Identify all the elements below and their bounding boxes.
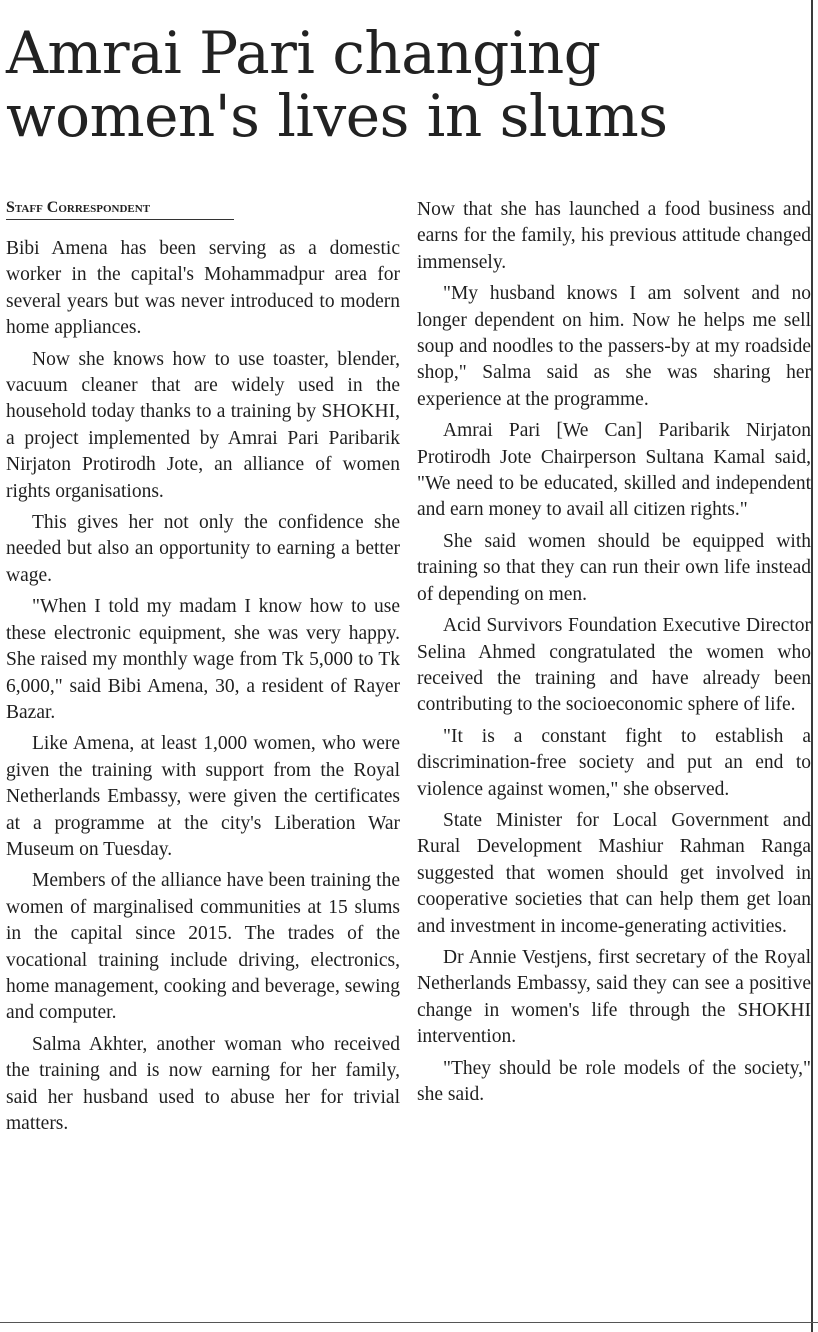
paragraph: Like Amena, at least 1,000 women, who were given the training with support from the Royal Netherlands Embassy, were given the certificates at a programme at the city's Liberation War Museum on Tuesday. [6,733,400,860]
paragraph: She said women should be equipped with training so that they can run their own life instead of depending on men. [417,530,811,605]
paragraph: Amrai Pari [We Can] Paribarik Nirjaton Protirodh Jote Chairperson Sultana Kamal said, "We need to be educated, skilled and independent and earn money to avail all citizen rights." [417,420,811,521]
paragraph: "It is a constant fight to establish a discrimination-free society and put an end to violence against women," she observed. [417,725,811,800]
paragraph: "They should be role models of the society," she said. [417,1057,811,1105]
headline-line-2: women's lives in slums [6,82,668,150]
byline [6,197,234,220]
column-right [417,197,811,1108]
paragraph: "When I told my madam I know how to use these electronic equipment, she was very happy. She raised my monthly wage from Tk 5,000 to Tk 6,000," said Bibi Amena, 30, a resident of Rayer Bazar. [6,596,400,723]
paragraph: Salma Akhter, another woman who received the training and is now earning for her family, said her husband used to abuse her for trivial matters. [6,1033,400,1134]
byline-underline [6,219,234,220]
column-rule-right [811,0,813,1332]
headline [6,19,806,150]
column-left [6,236,400,1137]
paragraph: Acid Survivors Foundation Executive Director Selina Ahmed congratulated the women who received the training and have already been contributing to the socioeconomic sphere of life. [417,615,811,716]
paragraph: Bibi Amena has been serving as a domestic worker in the capital's Mohammadpur area for several years but was never introduced to modern home appliances. [6,238,400,339]
paragraph: Now that she has launched a food business and earns for the family, his previous attitude changed immensely. [417,199,811,273]
headline-line-1: Amrai Pari changing [6,19,601,87]
paragraph: Dr Annie Vestjens, first secretary of the Royal Netherlands Embassy, said they can see a positive change in women's life through the SHOKHI intervention. [417,946,811,1048]
paragraph: State Minister for Local Government and Rural Development Mashiur Rahman Ranga suggested that women should get involved in cooperative societies that can help them get loan and investment in income-generating activities. [417,809,811,937]
paragraph: "My husband knows I am solvent and no longer dependent on him. Now he helps me sell soup and noodles to the passers-by at my roadside shop," Salma said as she was sharing her experience at the programme. [417,283,811,410]
paragraph: Now she knows how to use toaster, blender, vacuum cleaner that are widely used in the household today thanks to a training by SHOKHI, a project implemented by Amrai Pari Paribarik Nirjaton Protirodh Jote, an alliance of women rights organisations. [6,348,400,502]
paragraph: Members of the alliance have been training the women of marginalised communities at 15 slums in the capital since 2015. The trades of the vocational training include driving, electronics, home management, cooking and beverage, sewing and computer. [6,870,400,1024]
byline-text: Staff Correspondent [6,199,151,216]
paragraph: This gives her not only the confidence she needed but also an opportunity to earning a better wage. [6,512,400,586]
bottom-rule [0,1322,818,1323]
